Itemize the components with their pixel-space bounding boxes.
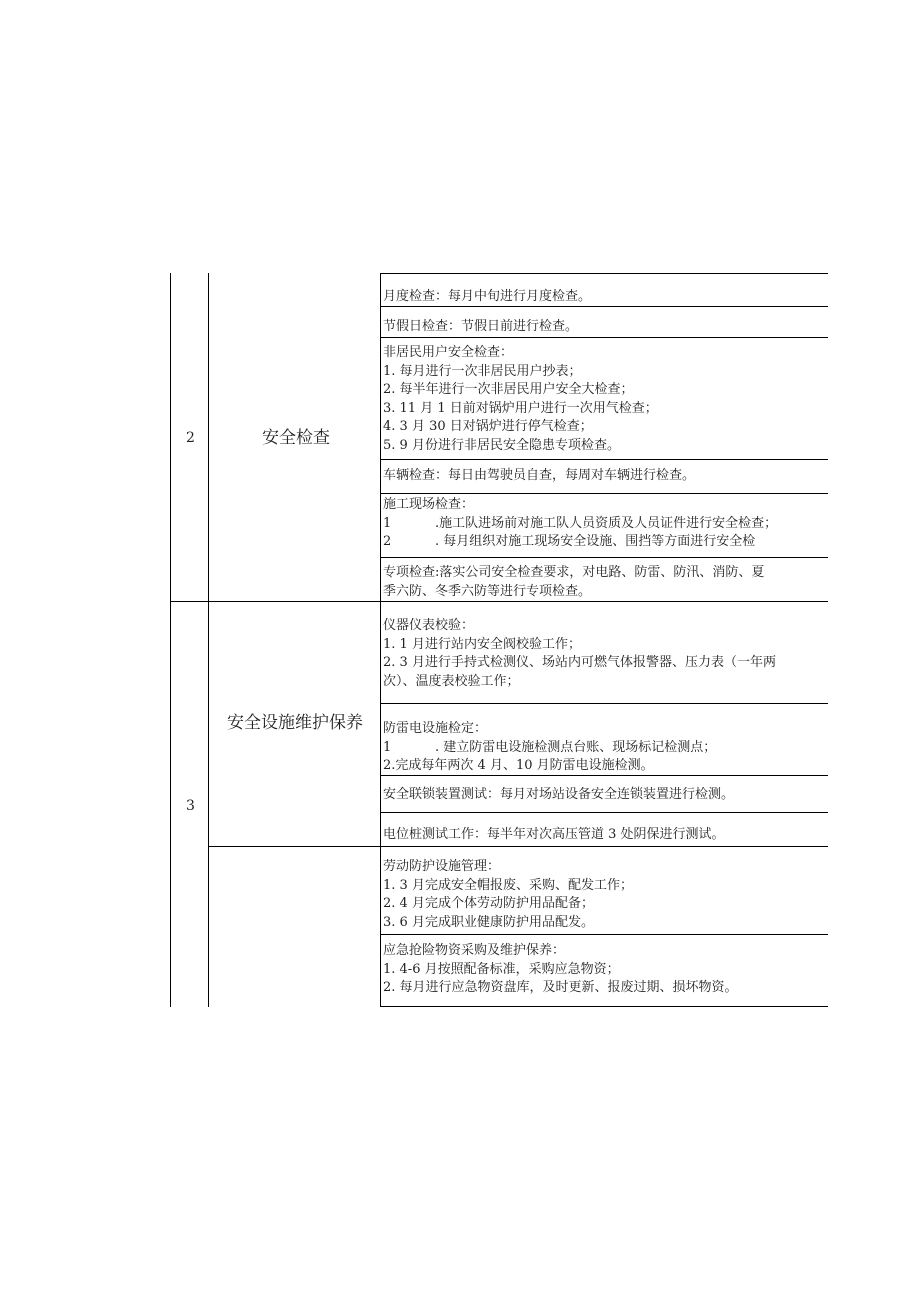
row-divider	[380, 703, 828, 704]
text-line: 3. 11 月 1 日前对锅炉用户进行一次用气检查；	[383, 400, 658, 416]
row-number: 2	[186, 430, 195, 446]
interlock-test-cell	[383, 786, 828, 805]
row-divider	[380, 459, 828, 460]
item-text: . 建立防雷电设施检测点台账、现场标记检测点；	[435, 739, 717, 755]
item-number: 2	[383, 534, 392, 549]
text-line: 月度检查：每月中旬进行月度检查。	[383, 289, 592, 304]
item-text: . 每月组织对施工现场安全设施、围挡等方面进行安全检	[435, 534, 756, 549]
row-divider	[380, 273, 828, 274]
text-line: 2. 每半年进行一次非居民用户安全大检查；	[383, 382, 634, 397]
text-line: 2. 每月进行应急物资盘库，及时更新、报废过期、损坏物资。	[383, 980, 738, 995]
text-line: 1. 3 月完成安全帽报废、采购、配发工作；	[383, 877, 633, 893]
subsection-divider	[208, 846, 828, 847]
non-resident-inspection-cell	[383, 344, 828, 455]
text-line: 仪器仪表校验：	[383, 618, 475, 633]
row-divider	[380, 493, 828, 494]
numbered-line	[383, 533, 828, 552]
text-line: 1. 1 月进行站内安全阀校验工作；	[383, 636, 581, 652]
vehicle-inspection-cell	[383, 467, 828, 486]
content-column-divider	[380, 273, 381, 1007]
emergency-supplies-cell	[383, 942, 828, 998]
text-line: 车辆检查：每日由驾驶员自查，每周对车辆进行检查。	[383, 468, 696, 483]
text-line: 非居民用户安全检查：	[383, 345, 514, 360]
item-number: 1	[383, 515, 392, 531]
site-inspection-cell	[383, 496, 828, 556]
text-line: 电位桩测试工作：每半年对次高压管道 3 处阴保进行测试。	[383, 827, 725, 842]
category-label: 安全检查	[262, 428, 330, 448]
text-line: 2. 3 月进行手持式检测仪、场站内可燃气体报警器、压力表（一年两	[383, 655, 776, 670]
text-line: 安全联锁装置测试：每月对场站设备安全连锁装置进行检测。	[383, 787, 735, 802]
text-line: 1. 每月进行一次非居民用户抄表；	[383, 363, 582, 379]
text-line: 1. 4-6 月按照配备标准，采购应急物资；	[383, 961, 620, 977]
labor-protection-cell	[383, 858, 828, 932]
text-line: 劳动防护设施管理：	[383, 859, 501, 874]
numbered-line	[383, 739, 828, 758]
text-line: 季六防、冬季六防等进行专项检查。	[383, 583, 592, 599]
row-divider	[380, 934, 828, 935]
text-line: 次）、温度表校验工作；	[383, 673, 520, 689]
number-column-divider	[208, 273, 209, 1007]
holiday-inspection-cell	[383, 318, 828, 337]
text-line: 专项检查:落实公司安全检查要求，对电路、防雷、防汛、消防、夏	[383, 565, 765, 580]
row-divider	[380, 812, 828, 813]
numbered-line	[383, 515, 828, 534]
item-text: .施工队进场前对施工队人员资质及人员证件进行安全检查；	[435, 515, 778, 531]
special-inspection-cell	[383, 564, 828, 601]
table-bottom-border	[380, 1006, 828, 1007]
section-divider	[170, 601, 828, 602]
table-left-border	[170, 273, 171, 1007]
text-line: 防雷电设施检定：	[383, 721, 488, 736]
text-line: 节假日检查：节假日前进行检查。	[383, 319, 579, 334]
text-line: 2. 4 月完成个体劳动防护用品配备；	[383, 896, 594, 911]
text-line: 4. 3 月 30 日对锅炉进行停气检查；	[383, 419, 593, 434]
row-divider	[380, 557, 828, 558]
text-line: 3. 6 月完成职业健康防护用品配发。	[383, 914, 594, 930]
text-line: 施工现场检查：	[383, 497, 475, 512]
potential-pile-test-cell	[383, 826, 828, 845]
item-number: 1	[383, 739, 392, 755]
text-line: 5. 9 月份进行非居民安全隐患专项检查。	[383, 437, 620, 453]
row-number: 3	[186, 798, 195, 814]
row-divider	[380, 337, 828, 338]
text-line: 应急抢险物资采购及维护保养：	[383, 943, 566, 958]
lightning-protection-cell	[383, 720, 828, 776]
text-line: 2.完成每年两次 4 月、10 月防雷电设施检测。	[383, 758, 654, 773]
monthly-inspection-cell	[383, 288, 828, 307]
category-label: 安全设施维护保养	[227, 713, 363, 733]
instrument-calibration-cell	[383, 617, 828, 691]
